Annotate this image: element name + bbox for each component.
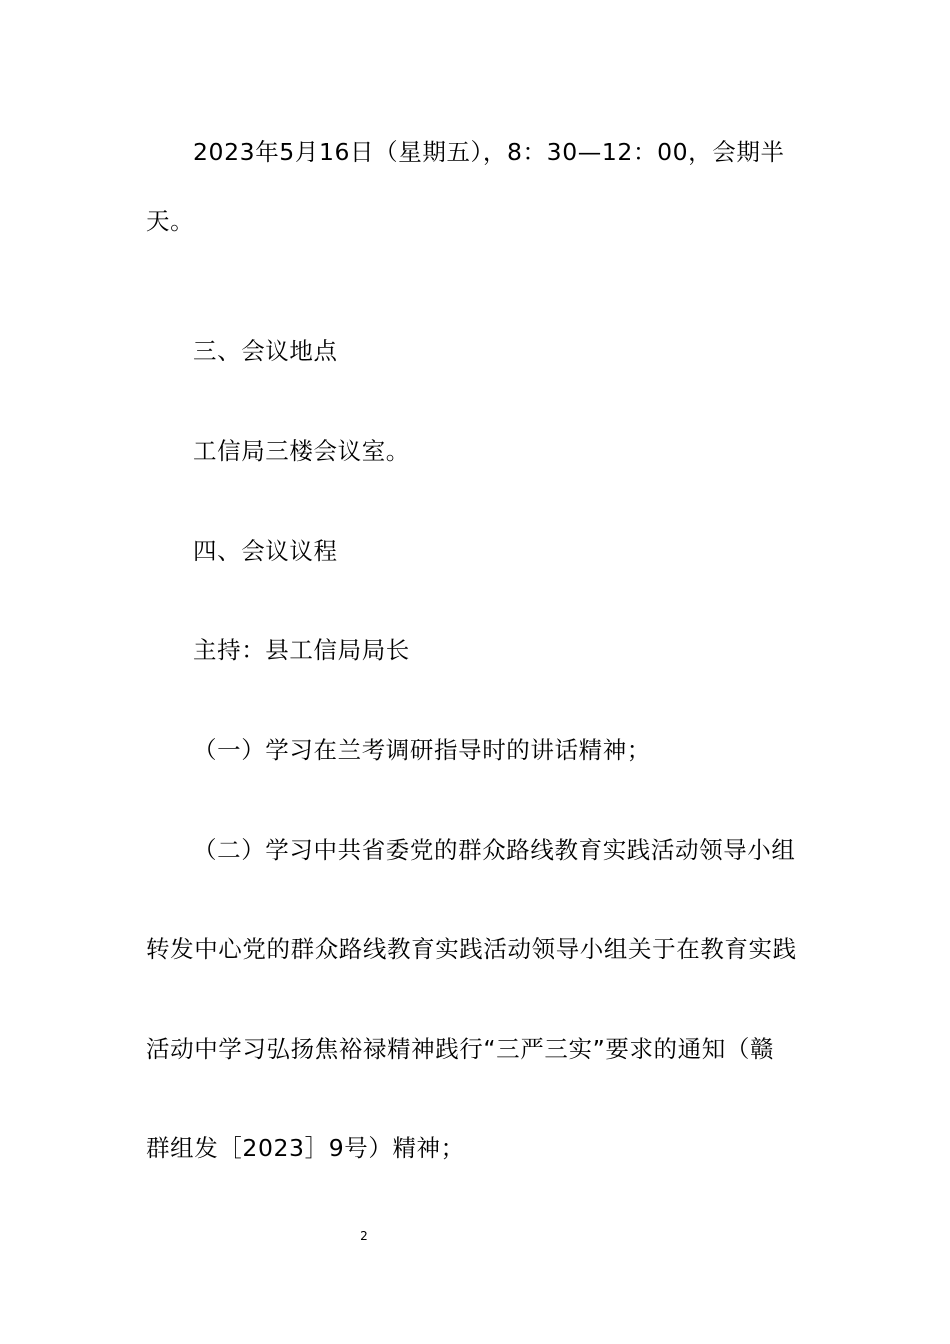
paragraph-date-line-1: 2023年5月16日（星期五），8：30—12：00，会期半 — [193, 138, 785, 166]
paragraph-date-line-2: 天。 — [146, 207, 195, 235]
paragraph-location: 工信局三楼会议室。 — [193, 437, 410, 465]
paragraph-host: 主持：县工信局局长 — [193, 636, 410, 664]
agenda-item-2-line-4: 群组发［2023］9号）精神； — [146, 1134, 465, 1162]
page-number: 2 — [360, 1229, 368, 1243]
agenda-item-2-line-3: 活动中学习弘扬焦裕禄精神践行“三严三实”要求的通知（赣 — [146, 1035, 775, 1063]
agenda-item-2-line-2: 转发中心党的群众路线教育实践活动领导小组关于在教育实践 — [146, 935, 797, 963]
section-heading-location: 三、会议地点 — [193, 337, 338, 365]
agenda-item-2-line-1: （二）学习中共省委党的群众路线教育实践活动领导小组 — [193, 836, 796, 864]
agenda-item-1: （一）学习在兰考调研指导时的讲话精神； — [193, 736, 651, 764]
section-heading-agenda: 四、会议议程 — [193, 537, 338, 565]
